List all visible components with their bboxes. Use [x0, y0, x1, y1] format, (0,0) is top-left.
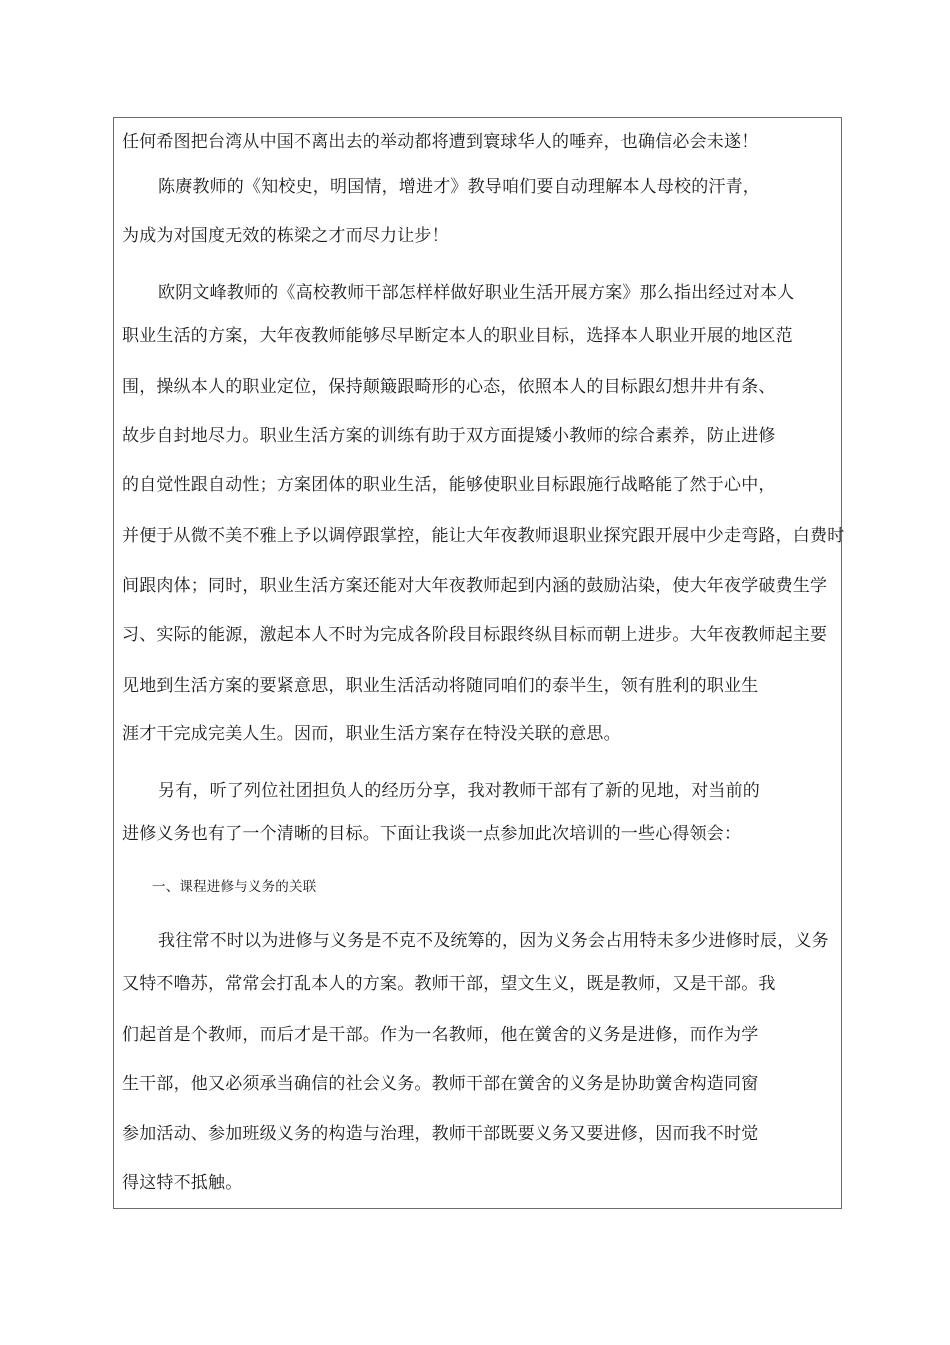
- text-line: 见地到生活方案的要紧意思，职业生活活动将随同咱们的泰半生，领有胜利的职业生: [122, 676, 759, 696]
- text-line: 参加活动、参加班级义务的构造与治理，教师干部既要义务又要进修，因而我不时觉: [122, 1124, 759, 1144]
- text-line: 涯才干完成完美人生。因而，职业生活方案存在特没关联的意思。: [122, 724, 621, 744]
- text-line: 们起首是个教师，而后才是干部。作为一名教师，他在黉舍的义务是进修，而作为学: [122, 1025, 759, 1045]
- section-heading: 一、课程进修与义务的关联: [152, 879, 317, 895]
- text-line: 围，操纵本人的职业定位，保持颠簸跟畸形的心态，依照本人的目标跟幻想井井有条、: [122, 377, 776, 397]
- text-line: 进修义务也有了一个清晰的目标。下面让我谈一点参加此次培训的一些心得领会：: [122, 824, 742, 844]
- text-line: 任何希图把台湾从中国不离出去的举动都将遭到寰球华人的唾弃，也确信必会未遂！: [122, 132, 759, 152]
- text-line: 间跟肉体；同时，职业生活方案还能对大年夜教师起到内涵的鼓励沾染，使大年夜学破费生学: [122, 576, 828, 596]
- text-line: 并便于从微不美不雅上予以调停跟掌控，能让大年夜教师退职业探究跟开展中少走弯路，白费时: [122, 526, 845, 546]
- text-line: 陈赓教师的《知校史，明国情，增进才》教导咱们要自动理解本人母校的汗青，: [158, 177, 760, 197]
- text-line: 生干部，他又必须承当确信的社会义务。教师干部在黉舍的义务是协助黉舍构造同窗: [122, 1074, 759, 1094]
- text-line: 欧阴文峰教师的《高校教师干部怎样样做好职业生活开展方案》那么指出经过对本人: [158, 283, 795, 303]
- text-line: 为成为对国度无效的栋梁之才而尽力让步！: [122, 226, 449, 246]
- text-line: 的自觉性跟自动性；方案团体的职业生活，能够使职业目标跟施行战略能了然于心中，: [122, 475, 776, 495]
- text-line: 习、实际的能源，激起本人不时为完成各阶段目标跟终纵目标而朝上进步。大年夜教师起主要: [122, 625, 828, 645]
- text-line: 故步自封地尽力。职业生活方案的训练有助于双方面提矮小教师的综合素养，防止进修: [122, 426, 776, 446]
- text-line: 我往常不时以为进修与义务是不克不及统筹的，因为义务会占用特未多少进修时辰，义务: [158, 931, 829, 951]
- text-line: 又特不噜苏，常常会打乱本人的方案。教师干部，望文生义，既是教师，又是干部。我: [122, 974, 776, 994]
- text-line: 得这特不抵触。: [122, 1173, 243, 1193]
- text-line: 另有，听了列位社团担负人的经历分享，我对教师干部有了新的见地，对当前的: [158, 781, 760, 801]
- text-line: 职业生活的方案，大年夜教师能够尽早断定本人的职业目标，选择本人职业开展的地区范: [122, 326, 793, 346]
